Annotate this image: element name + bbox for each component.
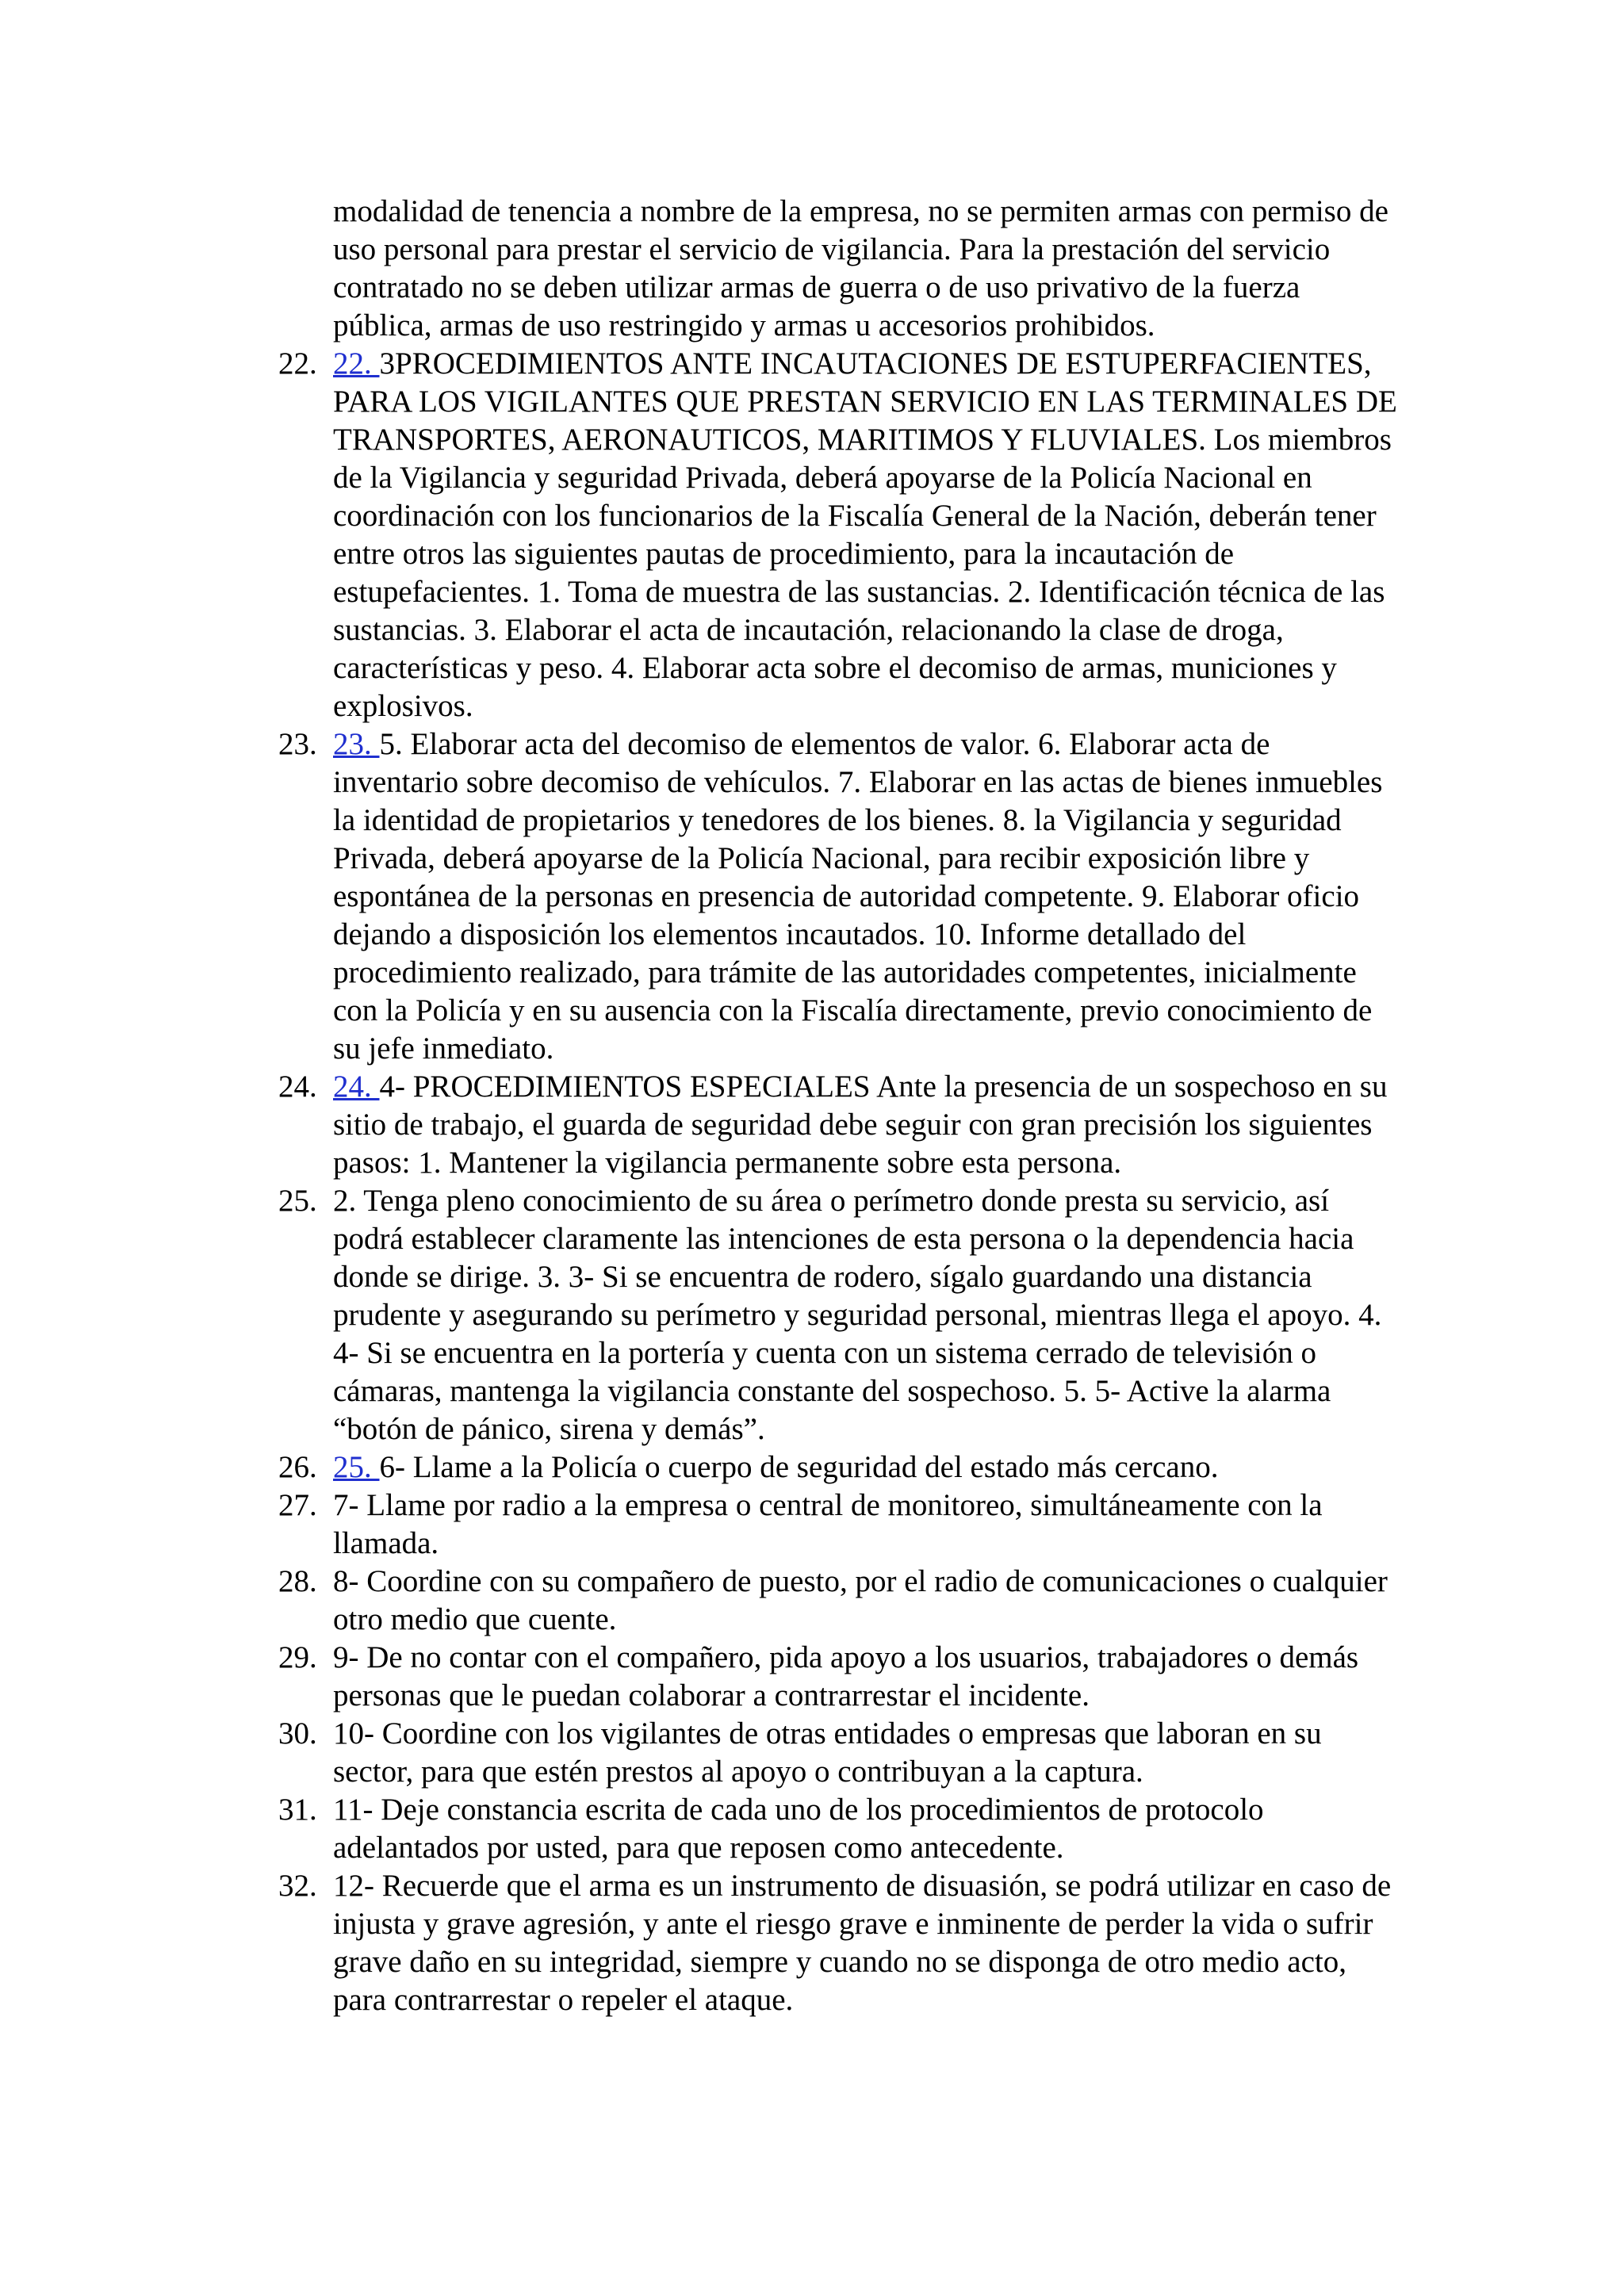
numbered-list (0, 193, 1624, 2019)
item-text: 2. Tenga pleno conocimiento de su área o perímetro donde presta su servicio, así podrá establecer claramente las intenciones de esta persona o la dependencia hacia donde se dirige. 3. 3- Si se encuentra de rodero, sígalo guardando una distancia prudente y asegurando su perímetro y seguridad personal, mientras llega el apoyo. 4. 4- Si se encuentra en la portería y cuenta con un sistema cerrado de televisión o cámaras, mantenga la vigilancia constante del sospechoso. 5. 5- Active la alarma “botón de pánico, sirena y demás”. (333, 1184, 1382, 1446)
list-item-25 (0, 1182, 1400, 1448)
item-text: 4- PROCEDIMIENTOS ESPECIALES Ante la presencia de un sospechoso en su sitio de trabajo, el guarda de seguridad debe seguir con gran precisión los siguientes pasos: 1. Mantener la vigilancia permanente sobre esta persona. (333, 1070, 1388, 1180)
list-item-22 (0, 345, 1400, 725)
list-item-31 (0, 1791, 1400, 1867)
item-text: 9- De no contar con el compañero, pida apoyo a los usuarios, trabajadores o demás personas que le puedan colaborar a contrarrestar el incidente. (333, 1640, 1359, 1712)
item-number: 28. (278, 1564, 317, 1598)
item-number: 32. (278, 1869, 317, 1903)
item-text: 12- Recuerde que el arma es un instrumento de disuasión, se podrá utilizar en caso de injusta y grave agresión, y ante el riesgo grave e inminente de perder la vida o sufrir grave daño en su integridad, siempre y cuando no se disponga de otro medio acto, para contrarrestar o repeler el ataque. (333, 1869, 1392, 2017)
item-text: modalidad de tenencia a nombre de la empresa, no se permiten armas con permiso de uso personal para prestar el servicio de vigilancia. Para la prestación del servicio contratado no se deben utilizar armas de guerra o de uso privativo de la fuerza pública, armas de uso restringido y armas u accesorios prohibidos. (333, 194, 1388, 342)
item-text: 6- Llame a la Policía o cuerpo de seguridad del estado más cercano. (379, 1450, 1219, 1484)
item-text: 8- Coordine con su compañero de puesto, por el radio de comunicaciones o cualquier otro medio que cuente. (333, 1564, 1388, 1636)
list-item-29 (0, 1639, 1400, 1715)
list-item-27 (0, 1487, 1400, 1563)
item-text: 7- Llame por radio a la empresa o central de monitoreo, simultáneamente con la llamada. (333, 1488, 1323, 1560)
list-item-32 (0, 1867, 1400, 2019)
list-item-30 (0, 1715, 1400, 1791)
item-number: 31. (278, 1793, 317, 1827)
item-number: 24. (278, 1070, 317, 1104)
item-link[interactable]: 24. (333, 1070, 380, 1104)
item-text: 11- Deje constancia escrita de cada uno de los procedimientos de protocolo adelantados por usted, para que reposen como antecedente. (333, 1793, 1264, 1865)
list-item-26 (0, 1448, 1400, 1487)
list-item-23 (0, 725, 1400, 1068)
item-link[interactable]: 25. (333, 1450, 380, 1484)
item-number: 23. (278, 727, 317, 761)
item-number: 26. (278, 1450, 317, 1484)
item-number: 30. (278, 1716, 317, 1751)
item-link[interactable]: 22. (333, 346, 380, 381)
list-item-28 (0, 1563, 1400, 1639)
item-text: 3PROCEDIMIENTOS ANTE INCAUTACIONES DE ESTUPERFACIENTES, PARA LOS VIGILANTES QUE PRESTAN SERVICIO EN LAS TERMINALES DE TRANSPORTES, AERONAUTICOS, MARITIMOS Y FLUVIALES. Los miembros de la Vigilancia y seguridad Privada, deberá apoyarse de la Policía Nacional en coordinación con los funcionarios de la Fiscalía General de la Nación, deberán tener entre otros las siguientes pautas de procedimiento, para la incautación de estupefacientes. 1. Toma de muestra de las sustancias. 2. Identificación técnica de las sustancias. 3. Elaborar el acta de incautación, relacionando la clase de droga, características y peso. 4. Elaborar acta sobre el decomiso de armas, municiones y explosivos. (333, 346, 1397, 723)
item-link[interactable]: 23. (333, 727, 380, 761)
list-item-continuation (0, 193, 1400, 345)
item-number: 25. (278, 1184, 317, 1218)
item-number: 22. (278, 346, 317, 381)
item-text: 10- Coordine con los vigilantes de otras entidades o empresas que laboran en su sector, para que estén prestos al apoyo o contribuyan a la captura. (333, 1716, 1322, 1789)
list-item-24 (0, 1068, 1400, 1182)
item-number: 27. (278, 1488, 317, 1522)
item-text: 5. Elaborar acta del decomiso de elementos de valor. 6. Elaborar acta de inventario sobre decomiso de vehículos. 7. Elaborar en las actas de bienes inmuebles la identidad de propietarios y tenedores de los bienes. 8. la Vigilancia y seguridad Privada, deberá apoyarse de la Policía Nacional, para recibir exposición libre y espontánea de la personas en presencia de autoridad competente. 9. Elaborar oficio dejando a disposición los elementos incautados. 10. Informe detallado del procedimiento realizado, para trámite de las autoridades competentes, inicialmente con la Policía y en su ausencia con la Fiscalía directamente, previo conocimiento de su jefe inmediato. (333, 727, 1383, 1066)
item-number: 29. (278, 1640, 317, 1674)
